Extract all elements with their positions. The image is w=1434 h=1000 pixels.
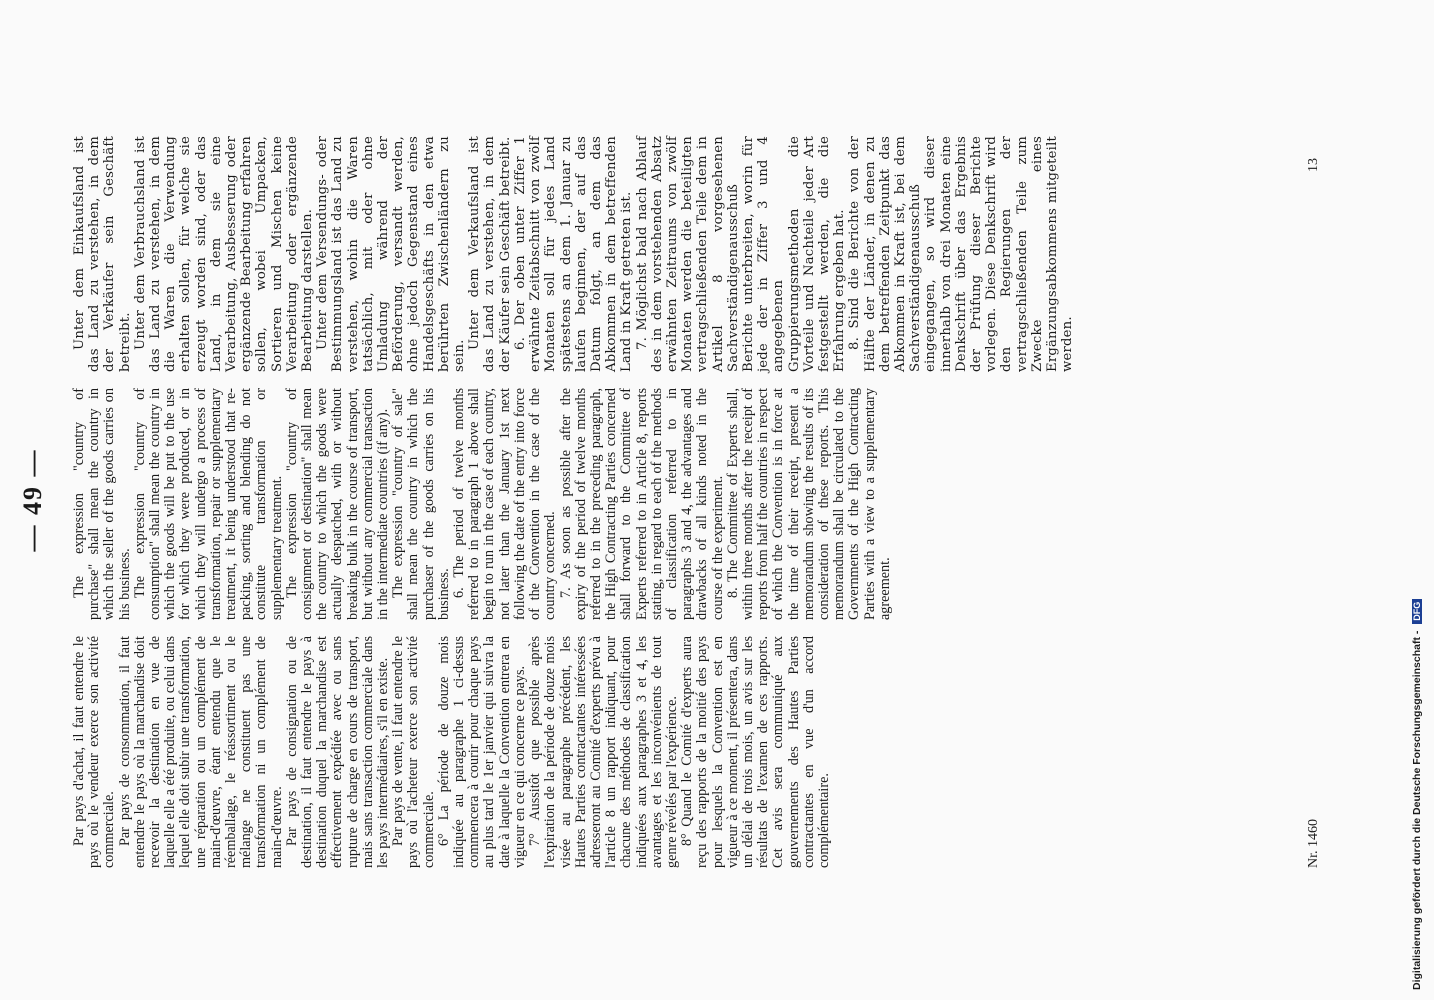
paragraph: 8° Quand le Comité d'experts aura reçu des rapports de la moitié des pays pour lesquels la Convention est en vigueur à ce moment, il présentera, dans un délai de trois mois, un avis sur les résultats de l'examen de ces rapports. Cet avis sera communiqué aux gouvernements des Hautes Parties contractantes en vue d'un accord complémentaire.: [679, 636, 832, 868]
paragraph: Unter dem Verbrauchsland ist das Land zu verstehen, in dem die Waren die Verwendung erhalten sollen, für welche sie erzeugt worden sind, oder das Land, in dem sie eine Verarbeitung, Ausbesserung oder ergänzende Bearbeitung erfahren sollen, wobei Umpacken, Sortieren und Mischen keine Verarbeitung oder ergänzende Bearbeitung darstellen.: [132, 136, 316, 372]
paragraph: Par pays de consommation, il faut entendre le pays où la marchandise doit recevoir la destination en vue de laquelle elle a été produite, ou celui dans lequel elle doit subir une transformation, une réparation ou un complément de main-d'œuvre, étant entendu que le réemballage, le réassortiment ou le mélange ne constituent pas une transformation ni un complément de main-d'œuvre.: [116, 636, 285, 868]
paragraph: Unter dem Einkaufsland ist das Land zu verstehen, in dem der Verkäufer sein Geschäft betreibt.: [72, 136, 133, 372]
french-column: [72, 636, 832, 868]
paragraph: The expression "country of consignment or destination" shall mean the country to which the goods were actually despatched, with or without breaking bulk in the course of transport, but without any commercial transaction in the intermediate countries (if any).: [283, 388, 392, 620]
paragraph: 7. As soon as possible after the expiry of the period of twelve months referred to in the preceding paragraph, the High Contracting Parties concerned shall forward to the Committee of Experts referred to in Article 8, reports stating, in regard to each of the methods of classification referred to in paragraphs 3 and 4, the advantages and drawbacks of all kinds noted in the course of the experiment.: [557, 388, 726, 620]
paragraph: 8. The Committee of Experts shall, within three months after the receipt of reports from half the countries in respect of which the Convention is in force at the time of their receipt, present a memorandum showing the results of its consideration of these reports. This memorandum shall be circulated to the Governments of the High Contracting Parties with a view to a supplementary agreement.: [724, 388, 893, 620]
sheet-number: 13: [1306, 158, 1321, 172]
paragraph: Unter dem Versendungs- oder Bestimmungsland ist das Land zu verstehen, wohin die Waren tatsächlich, mit oder ohne Umladung während der Beförderung, versandt werden, ohne jedoch Gegenstand eines Handelsgeschäfts in den etwa berührten Zwischenländern zu sein.: [315, 136, 468, 372]
paragraph: Par pays de vente, il faut entendre le pays où l'acheteur exerce son activité commerciale.: [390, 636, 437, 868]
german-column: [72, 136, 1075, 372]
digitization-credit: [1411, 599, 1423, 990]
page-number: — 49 —: [18, 448, 47, 552]
paragraph: Par pays d'achat, il faut entendre le pays où le vendeur exerce son activité commerciale.: [71, 636, 118, 868]
paragraph: The expression "country of sale" shall mean the country in which the purchaser of the goods carries on his business.: [390, 388, 452, 620]
paragraph: 7. Möglichst bald nach Ablauf des in dem vorstehenden Absatz erwähnten Zeitraums von zwölf Monaten werden die beteiligten vertragschließenden Teile dem in Artikel 8 vorgesehenen Sachverständigenausschuß Berichte unterbreiten, worin für jede der in Ziffer 3 und 4 angegebenen Gruppierungsmethoden die Vorteile und Nachteile jeder Art festgestellt werden, die die Erfahrung ergeben hat.: [634, 136, 848, 372]
paragraph: Par pays de consignation ou de destination, il faut entendre le pays à destination duquel la marchandise est effectivement expédiée avec ou sans rupture de charge en cours de transport, mais sans transaction commerciale dans les pays intermédiaires, s'il en existe.: [283, 636, 392, 868]
english-column: [72, 388, 893, 620]
paragraph: The expression "country of consumption" shall mean the country in which the goods will be put to the use for which they were produced, or in which they will undergo a process of transformation, repair or supplementary treatment, it being understood that re-packing, sorting and blending do not constitute transformation or supplementary treatment.: [131, 388, 285, 620]
paragraph: 6. The period of twelve months referred to in paragraph 1 above shall begin to run in the case of each country, not later than the January 1st next following the date of the entry into force of the Convention in the case of the country concerned.: [451, 388, 559, 620]
document-number: Nr. 1460: [1306, 819, 1321, 868]
paragraph: 7° Aussitôt que possible après l'expiration de la période de douze mois visée au paragraphe précédent, les Hautes Parties contractantes intéressées adresseront au Comité d'experts prévu à l'article 8 un rapport indiquant, pour chacune des méthodes de classification indiquées aux paragraphes 3 et 4, les avantages et les inconvénients de tout genre révélés par l'expérience.: [527, 636, 680, 868]
paragraph: 6° La période de douze mois indiquée au paragraphe 1 ci-dessus commencera à courir pour chaque pays au plus tard le 1er janvier qui suivra la date à laquelle la Convention entrera en vigueur en ce qui concerne ce pays.: [435, 636, 528, 868]
paragraph: 6. Der oben unter Ziffer 1 erwähnte Zeitabschnitt von zwölf Monaten soll für jedes Land spätestens an dem 1. Januar zu laufen beginnen, der auf das Datum folgt, an dem das Abkommen in dem betreffenden Land in Kraft getreten ist.: [512, 136, 635, 372]
dfg-logo: DFG: [1412, 599, 1422, 624]
paragraph: The expression "country of purchase" shall mean the country in which the seller of the goods carries on his business.: [71, 388, 133, 620]
paragraph: Unter dem Verkaufsland ist das Land zu verstehen, in dem der Käufer sein Geschäft betreibt.: [467, 136, 513, 372]
credit-text: Digitalisierung gefördert durch die Deutsche Forschungsgemeinschaft -: [1411, 630, 1423, 990]
paragraph: 8. Sind die Berichte von der Hälfte der Länder, in denen zu dem betreffenden Zeitpunkt das Abkommen in Kraft ist, bei dem Sachverständigenausschuß eingegangen, so wird dieser innerhalb von drei Monaten eine Denkschrift über das Ergebnis der Prüfung dieser Berichte vorlegen. Diese Denkschrift wird den Regierungen der vertragschließenden Teile zum Zwecke eines Ergänzungsabkommens mitgeteilt werden.: [847, 136, 1076, 372]
